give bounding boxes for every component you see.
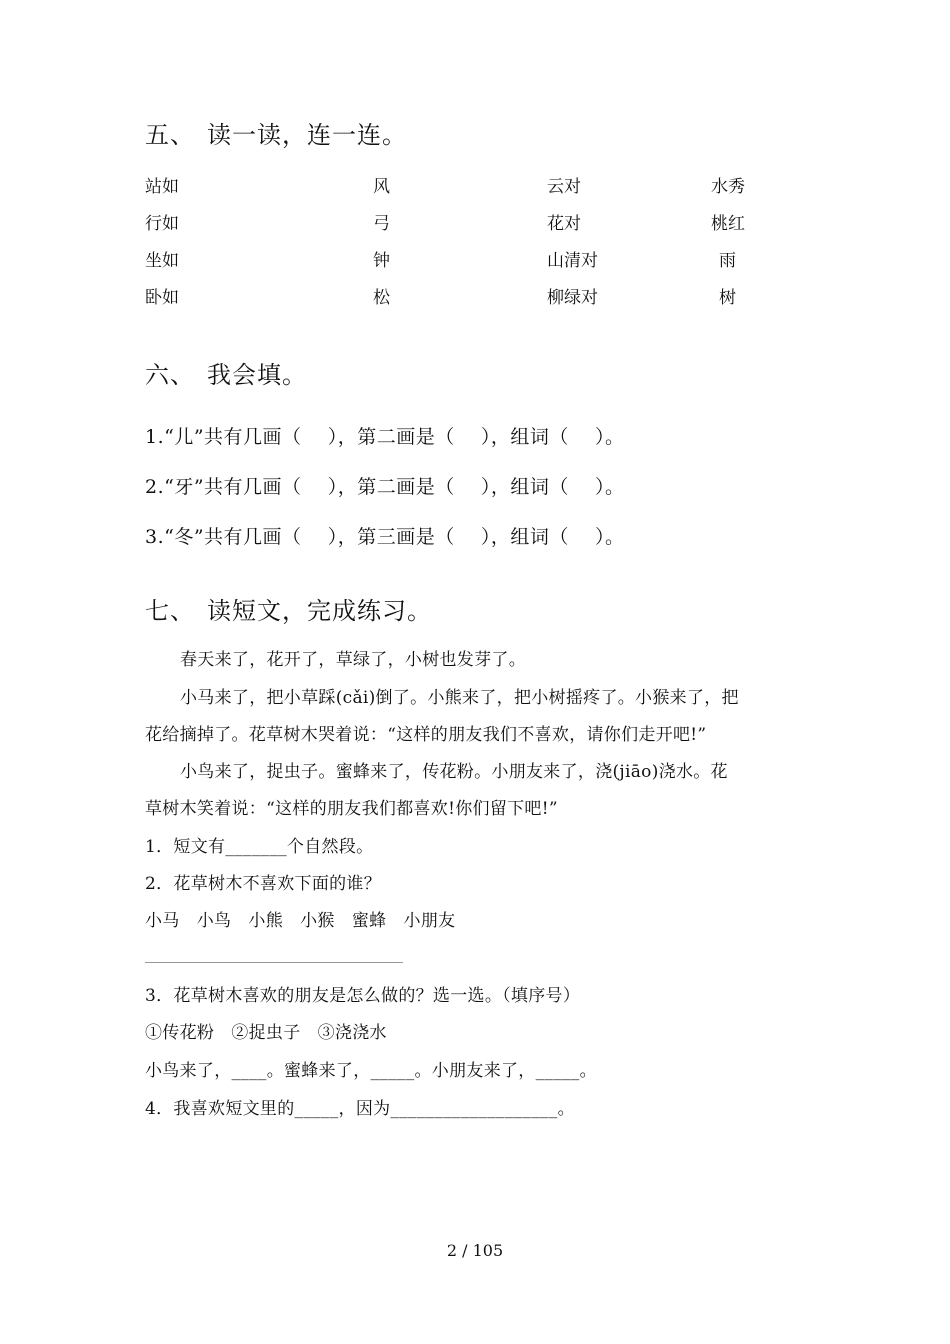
match-cell: 花对 <box>547 214 581 234</box>
section6-heading <box>145 355 307 390</box>
fill-item: 1.“儿”共有几画（ ），第二画是（ ），组词（ ）。 <box>145 426 625 448</box>
question-3-fill: 小鸟来了，____。蜜蜂来了，_____。小朋友来了，_____。 <box>145 1061 597 1081</box>
passage-line: 草树木笑着说：“这样的朋友我们都喜欢!你们留下吧!” <box>145 799 558 819</box>
section6-title: 我会填。 <box>207 361 307 389</box>
match-row <box>145 246 845 270</box>
section5-number: 五、 <box>145 121 195 149</box>
page-number: 2 / 105 <box>446 1241 504 1260</box>
section6-number: 六、 <box>145 361 195 389</box>
match-cell: 行如 <box>145 214 179 234</box>
question-2-options: 小马 小鸟 小熊 小猴 蜜蜂 小朋友 <box>145 911 456 931</box>
section5-title: 读一读，连一连。 <box>207 121 407 149</box>
answer-line <box>145 962 403 963</box>
question-2: 2．花草树木不喜欢下面的谁？ <box>145 874 382 894</box>
fill-item: 2.“牙”共有几画（ ），第二画是（ ），组词（ ）。 <box>145 476 625 498</box>
match-cell: 弓 <box>373 214 390 234</box>
match-row <box>145 209 845 233</box>
question-1: 1．短文有_______个自然段。 <box>145 837 374 857</box>
fill-item: 3.“冬”共有几画（ ），第三画是（ ），组词（ ）。 <box>145 526 625 548</box>
match-cell: 柳绿对 <box>547 288 598 308</box>
match-cell: 云对 <box>547 177 581 197</box>
section5-heading <box>145 115 407 150</box>
match-cell: 树 <box>719 288 736 308</box>
match-row <box>145 172 845 196</box>
question-3-options: ①传花粉 ②捉虫子 ③浇浇水 <box>145 1023 387 1043</box>
section7-title: 读短文，完成练习。 <box>207 597 432 625</box>
match-cell: 桃红 <box>711 214 745 234</box>
match-cell: 站如 <box>145 177 179 197</box>
match-cell: 卧如 <box>145 288 179 308</box>
match-cell: 坐如 <box>145 251 179 271</box>
passage-line: 小鸟来了，捉虫子。蜜蜂来了，传花粉。小朋友来了，浇(jiāo)浇水。花 <box>180 762 728 782</box>
question-4: 4．我喜欢短文里的_____，因为___________________。 <box>145 1099 575 1119</box>
match-cell: 风 <box>373 177 390 197</box>
match-row <box>145 283 845 307</box>
passage-line: 小马来了，把小草踩(cǎi)倒了。小熊来了，把小树摇疼了。小猴来了，把 <box>180 688 739 708</box>
passage-line: 春天来了，花开了，草绿了，小树也发芽了。 <box>180 650 526 670</box>
match-cell: 松 <box>373 288 390 308</box>
match-cell: 山清对 <box>547 251 598 271</box>
question-3: 3．花草树木喜欢的朋友是怎么做的？选一选。（填序号） <box>145 986 581 1006</box>
match-cell: 钟 <box>373 251 390 271</box>
match-cell: 雨 <box>719 251 736 271</box>
section7-heading <box>145 591 432 626</box>
section7-number: 七、 <box>145 597 195 625</box>
passage-line: 花给摘掉了。花草树木哭着说：“这样的朋友我们不喜欢，请你们走开吧!” <box>145 725 707 745</box>
match-cell: 水秀 <box>711 177 745 197</box>
